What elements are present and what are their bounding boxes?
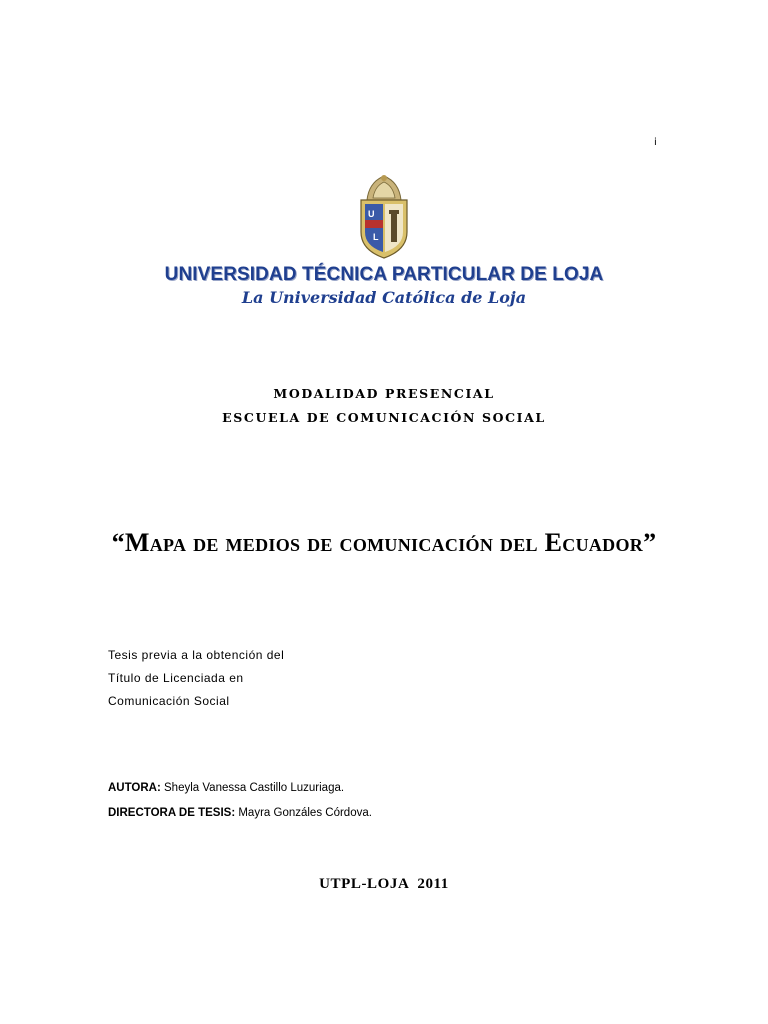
university-name: UNIVERSIDAD TÉCNICA PARTICULAR DE LOJA [164,264,604,285]
svg-text:L: L [373,232,379,242]
thesis-description-line: Tesis previa a la obtención del [108,648,285,662]
thesis-description [108,644,284,713]
page-number: i [654,137,657,148]
director-name: Mayra Gonzáles Córdova. [235,807,372,819]
author-line [108,782,344,794]
modalidad-heading: MODALIDAD PRESENCIAL [273,386,495,401]
author-label: AUTORA: [108,782,161,794]
director-line [108,807,372,819]
director-label: DIRECTORA DE TESIS: [108,807,236,819]
thesis-description-line: Comunicación Social [108,694,230,708]
escuela-heading: ESCUELA DE COMUNICACIÓN SOCIAL [222,410,546,425]
footer-place-year: UTPL-LOJA 2011 [319,876,449,892]
svg-text:U: U [368,209,375,219]
author-name: Sheyla Vanessa Castillo Luzuriaga. [160,782,345,794]
university-crest-icon [351,170,417,262]
university-tagline: La Universidad Católica de Loja [241,288,527,307]
thesis-description-line: Título de Licenciada en [108,671,244,685]
thesis-title: “Mapa de medios de comunicación del Ecuador” [111,528,657,557]
